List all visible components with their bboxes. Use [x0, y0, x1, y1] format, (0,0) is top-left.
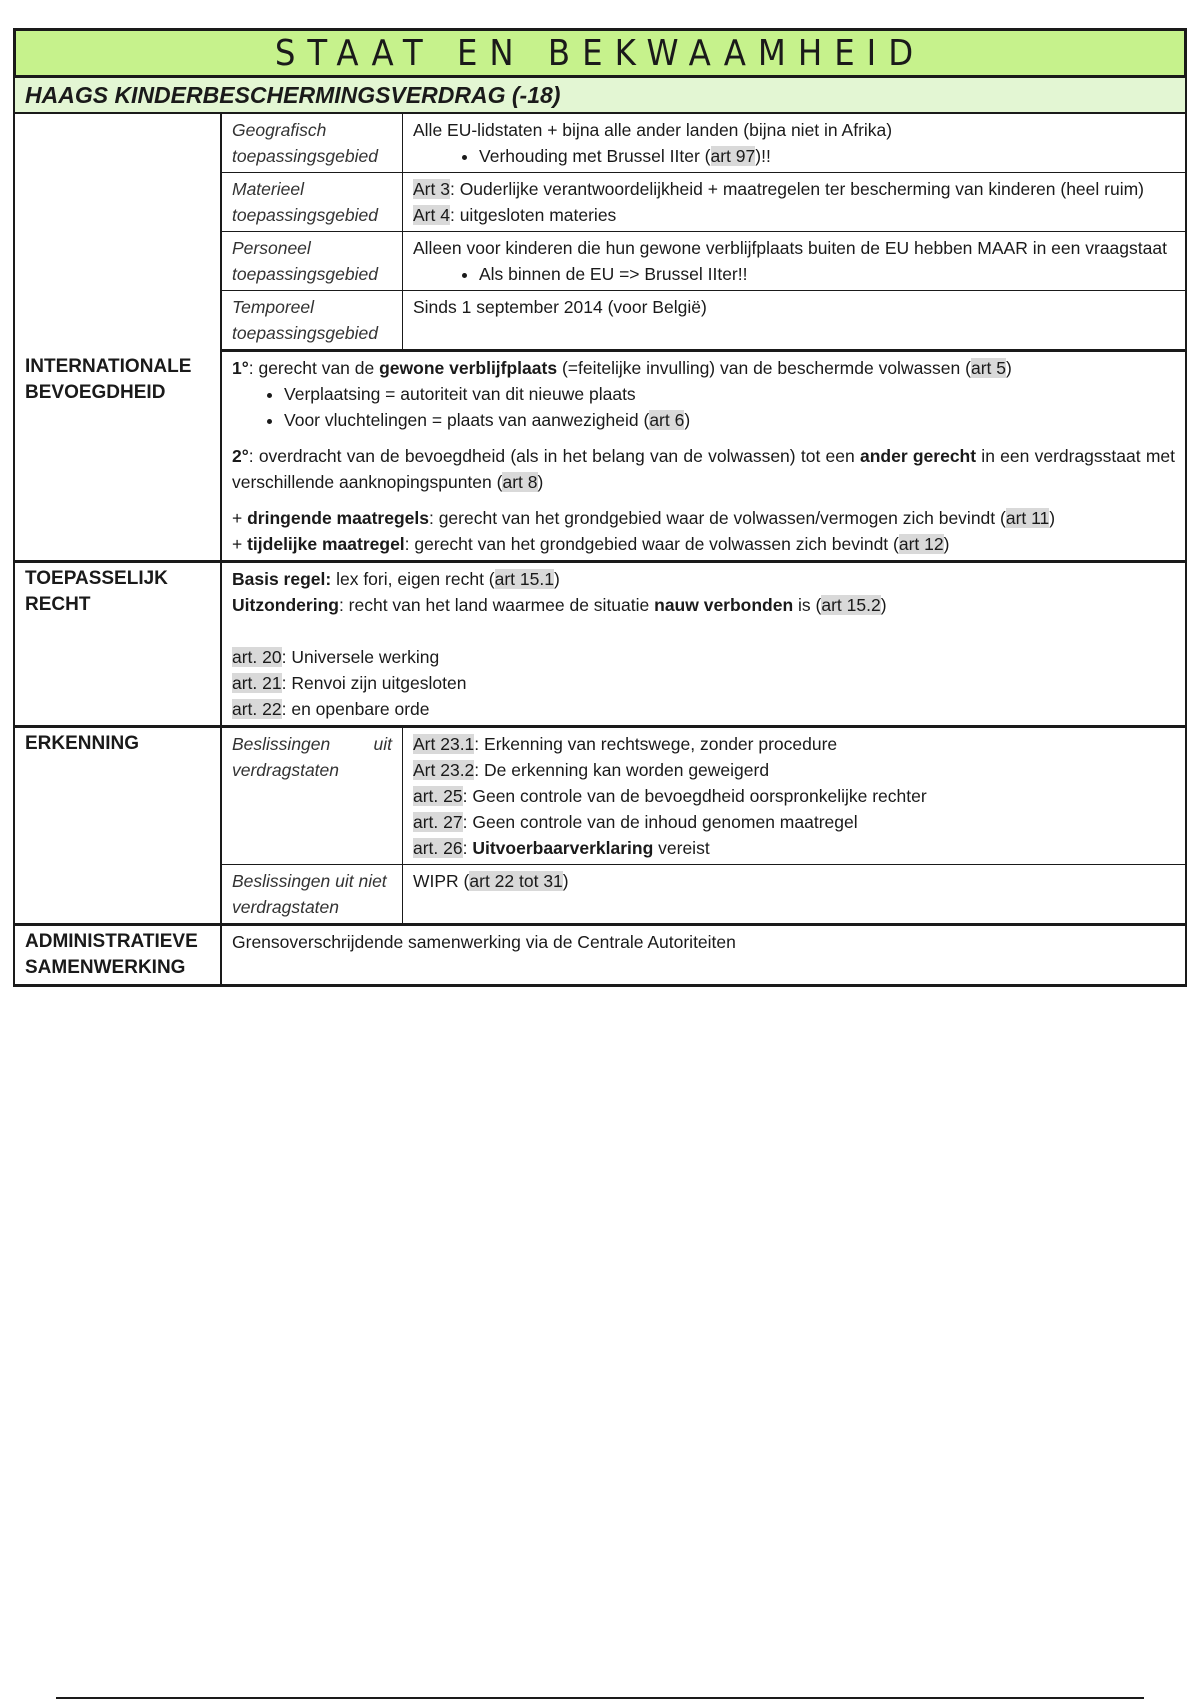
- pers-bullets: [413, 261, 1175, 287]
- label-niet-verdragstaten: Beslissingen uit niet verdragstaten: [221, 865, 403, 925]
- summary-table: [13, 114, 1187, 987]
- article-ref: art 15.2: [821, 595, 881, 615]
- article-ref: art. 22: [232, 699, 282, 719]
- bullet-vluchtelingen: • Voor vluchtelingen = plaats van aanwezigheid (art 6): [284, 407, 1175, 433]
- article-ref: art 22 tot 31: [469, 871, 563, 891]
- geo-bullets: [413, 143, 1175, 169]
- row-bevoegdheid: [14, 351, 1186, 562]
- article-ref: art 6: [649, 410, 685, 430]
- article-ref: art. 21: [232, 673, 282, 693]
- content-temporeel: Sinds 1 september 2014 (voor België): [403, 291, 1187, 351]
- label-recht: TOEPASSELIJK RECHT: [14, 562, 221, 727]
- page-title: STAAT EN BEKWAAMHEID: [13, 28, 1187, 78]
- label-materieel: Materieel toepassingsgebied: [221, 173, 403, 232]
- article-ref: art. 26: [413, 838, 463, 858]
- geo-text: Alle EU-lidstaten + bijna alle ander landen (bijna niet in Afrika): [413, 120, 893, 140]
- article-ref: Art 4: [413, 205, 450, 225]
- article-ref: art 12: [898, 534, 944, 554]
- article-ref: art 8: [502, 472, 538, 492]
- content-materieel: Art 3: Ouderlijke verantwoordelijkheid + maatregelen ter bescherming van kinderen (heel ruim) Art 4: uitgesloten materies: [403, 173, 1187, 232]
- label-samenwerking: ADMINISTRATIEVE SAMENWERKING: [14, 925, 221, 986]
- pers-text: Alleen voor kinderen die hun gewone verblijfplaats buiten de EU hebben MAAR in een vraagstaat: [413, 238, 1167, 258]
- article-ref: art 5: [970, 358, 1006, 378]
- empty-label-cell: [14, 114, 221, 351]
- article-ref: art 15.1: [494, 569, 554, 589]
- row-erkenning-verdragstaten: [14, 727, 1186, 865]
- pers-bullet: • Als binnen de EU => Brussel IIter!!: [479, 261, 1175, 287]
- label-verdragstaten: Beslissingen uit verdragstaten: [221, 727, 403, 865]
- geo-bullet: • Verhouding met Brussel IIter (art 97)!!: [479, 143, 1175, 169]
- article-ref: art 11: [1005, 508, 1050, 528]
- row-recht: [14, 562, 1186, 727]
- article-ref: art. 27: [413, 812, 463, 832]
- content-personeel: [403, 232, 1187, 291]
- label-personeel: Personeel toepassingsgebied: [221, 232, 403, 291]
- row-samenwerking: [14, 925, 1186, 986]
- label-temporeel: Temporeel toepassingsgebied: [221, 291, 403, 351]
- content-recht: Basis regel: lex fori, eigen recht (art 15.1) Uitzondering: recht van het land waarmee de situatie nauw verbonden is (art 15.2) art. 20: Universele werking art. 21: Renvoi zijn uitgesloten art. 22: en openbare orde: [221, 562, 1186, 727]
- label-erkenning: ERKENNING: [14, 727, 221, 925]
- bevoegdheid-bullets: [232, 381, 1175, 433]
- row-geografisch: [14, 114, 1186, 173]
- content-niet-verdragstaten: WIPR (art 22 tot 31): [403, 865, 1187, 925]
- content-geografisch: [403, 114, 1187, 173]
- content-bevoegdheid: 1°: gerecht van de gewone verblijfplaats (=feitelijke invulling) van de beschermde volwassen (art 5) • Verplaatsing = autoriteit van dit nieuwe plaats • Voor vluchtelingen = plaats van aanwezigheid (art 6) 2°: overdracht van de bevoegdheid (als in het belang van de volwassen) tot een ander gerecht in een verdragsstaat met verschillende aanknopingspunten (art 8) + dringende maatregels: gerecht van het grondgebied waar de volwassen/vermogen zich bevindt (art 11) + tijdelijke maatregel: gerecht van het grondgebied waar de volwassen zich bevindt (art 12): [221, 351, 1186, 562]
- article-ref: art 97: [710, 146, 756, 166]
- article-ref: art. 20: [232, 647, 282, 667]
- label-bevoegdheid: INTERNATIONALE BEVOEGDHEID: [14, 351, 221, 562]
- section-title: HAAGS KINDERBESCHERMINGSVERDRAG (-18): [13, 78, 1187, 114]
- document: [13, 28, 1187, 987]
- article-ref: Art 3: [413, 179, 450, 199]
- content-samenwerking: Grensoverschrijdende samenwerking via de Centrale Autoriteiten: [221, 925, 1186, 986]
- label-geografisch: Geografisch toepassingsgebied: [221, 114, 403, 173]
- article-ref: art. 25: [413, 786, 463, 806]
- footer-divider: [56, 1697, 1144, 1699]
- content-verdragstaten: Art 23.1: Erkenning van rechtswege, zonder procedure Art 23.2: De erkenning kan worden geweigerd art. 25: Geen controle van de bevoegdheid oorspronkelijke rechter art. 27: Geen controle van de inhoud genomen maatregel art. 26: Uitvoerbaarverklaring vereist: [403, 727, 1187, 865]
- bullet-verplaatsing: • Verplaatsing = autoriteit van dit nieuwe plaats: [284, 381, 1175, 407]
- article-ref: Art 23.2: [413, 760, 475, 780]
- article-ref: Art 23.1: [413, 734, 475, 754]
